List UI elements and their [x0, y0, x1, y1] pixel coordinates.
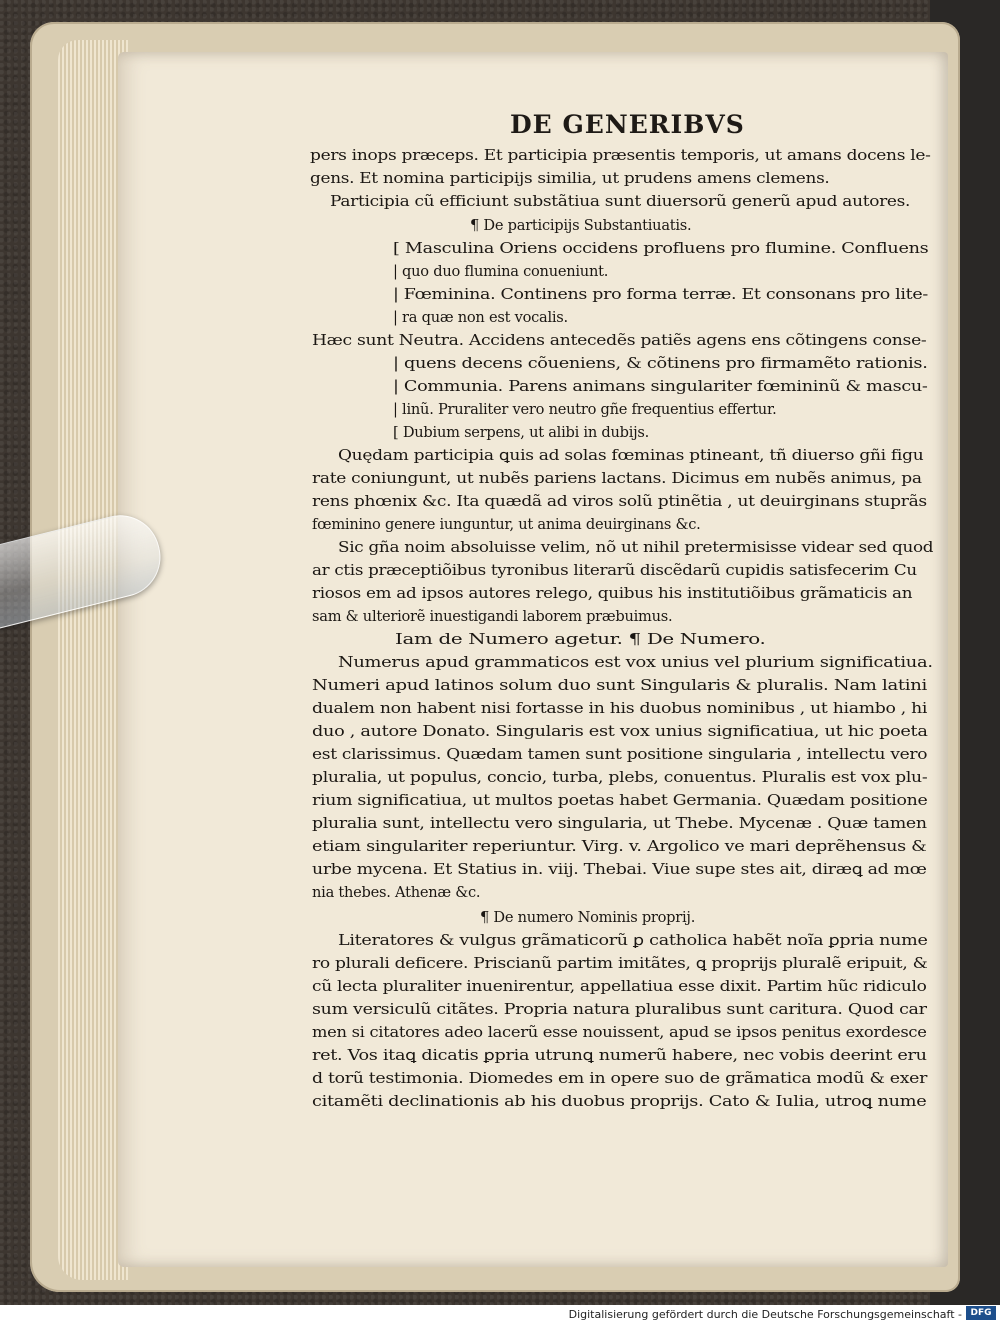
text-line: riosos em ad ipsos autores relego, quibus his institutiõibus grãmaticis an: [312, 585, 913, 602]
text-line: | linũ. Pruraliter vero neutro gñe frequentius effertur.: [393, 401, 777, 418]
text-line: urbe mycena. Et Statius in. viij. Thebai. Viue supe stes ait, diræꝗ ad mœ: [312, 861, 927, 878]
text-line: Numerus apud grammaticos est vox unius vel plurium significatiua.: [338, 654, 933, 671]
text-line: | Communia. Parens animans singulariter fœmininũ & mascu-: [393, 378, 928, 395]
text-line: | quo duo flumina conueniunt.: [393, 263, 609, 280]
text-line: Sic gña noim absoluisse velim, nõ ut nihil pretermisisse videar sed quod: [338, 539, 934, 556]
text-line: duo , autore Donato. Singularis est vox unius significatiua, ut hic poeta: [312, 723, 928, 740]
text-line: Participia cũ efficiunt substãtiua sunt diuersorũ generũ apud autores.: [330, 193, 911, 210]
text-line: nia thebes. Athenæ &c.: [312, 884, 481, 901]
text-line: ¶ De participijs Substantiuatis.: [470, 217, 692, 234]
text-line: sum versiculũ citãtes. Propria natura pluralibus sunt caritura. Quod car: [312, 1001, 927, 1018]
text-line: sam & ulteriorẽ inuestigandi laborem præbuimus.: [312, 608, 673, 625]
text-line: etiam singulariter reperiuntur. Virg. v. Argolico ve mari deprẽhensus &: [312, 838, 927, 855]
text-line: est clarissimus. Quædam tamen sunt positione singularia , intellectu vero: [312, 746, 928, 763]
text-line: Quędam participia ꝗuis ad solas fœminas ptineant, tñ diuerso gñi figu: [338, 447, 924, 464]
text-line: Numeri apud latinos solum duo sunt Singularis & pluralis. Nam latini: [312, 677, 928, 694]
text-line: [ Masculina Oriens occidens profluens pro flumine. Confluens: [393, 240, 929, 257]
text-line: cũ lecta pluraliter inuenirentur, appellatiua esse dixit. Partim hũc ridiculo: [312, 978, 927, 995]
page-heading: DE GENERIBVS: [510, 110, 745, 139]
text-line: pluralia sunt, intellectu vero singularia, ut Thebe. Mycenæ . Quæ tamen: [312, 815, 927, 832]
text-line: Literatores & vulgus grãmaticorũ ꝑ catholica habẽt noĩa ꝑpria nume: [338, 932, 928, 949]
text-line: rium significatiua, ut multos poetas habet Germania. Quædam positione: [312, 792, 928, 809]
text-line: | ra quæ non est vocalis.: [393, 309, 568, 326]
text-line: [ Dubium serpens, ut alibi in dubijs.: [393, 424, 650, 441]
text-line: pluralia, ut populus, concio, turba, plebs, conuentus. Pluralis est vox plu-: [312, 769, 928, 786]
text-line: Iam de Numero agetur. ¶ De Numero.: [395, 631, 766, 648]
text-line: d torũ testimonia. Diomedes em in opere suo de grãmatica modũ & exer: [312, 1070, 928, 1087]
text-line: pers inops præceps. Et participia præsentis temporis, ut amans docens le-: [310, 147, 931, 164]
text-line: dualem non habent nisi fortasse in his duobus nominibus , ut hiambo , hi: [312, 700, 928, 717]
text-line: ro plurali deficere. Priscianũ partim imitãtes, ꝗ proprijs pluralẽ eripuit, &: [312, 955, 928, 972]
text-line: citamẽti declinationis ab his duobus proprijs. Cato & Iulia, utroꝗ nume: [312, 1093, 927, 1110]
text-line: rens phœnix &c. Ita quædã ad viros solũ ptinẽtia , ut deuirginans stuprãs: [312, 493, 927, 510]
text-line: ar ctis præceptiõibus tyronibus literarũ discẽdarũ cupidis satisfecerim Cu: [312, 562, 917, 579]
text-line: ret. Vos itaꝗ dicatis ꝑpria utrunꝗ numerũ habere, nec vobis deerint eru: [312, 1047, 927, 1064]
dfg-logo: DFG: [966, 1306, 996, 1320]
text-line: rate coniungunt, ut nubẽs pariens lactans. Dicimus em nubẽs animus, pa: [312, 470, 922, 487]
text-line: fœminino genere iunguntur, ut anima deuirginans &c.: [312, 516, 701, 533]
text-line: | quens decens cõueniens, & cõtinens pro firmamẽto rationis.: [393, 355, 928, 372]
text-line: Hæc sunt Neutra. Accidens antecedẽs patiẽs agens ens cõtingens conse-: [312, 332, 927, 349]
text-line: ¶ De numero Nominis proprij.: [480, 909, 696, 926]
text-line: men si citatores adeo lacerũ esse nouissent, apud se ipsos penitus exordesce: [312, 1024, 927, 1041]
funding-credit: Digitalisierung gefördert durch die Deutsche Forschungsgemeinschaft -: [568, 1308, 962, 1321]
text-line: gens. Et nomina participijs similia, ut prudens amens clemens.: [310, 170, 830, 187]
text-line: | Fœminina. Continens pro forma terræ. Et consonans pro lite-: [393, 286, 928, 303]
